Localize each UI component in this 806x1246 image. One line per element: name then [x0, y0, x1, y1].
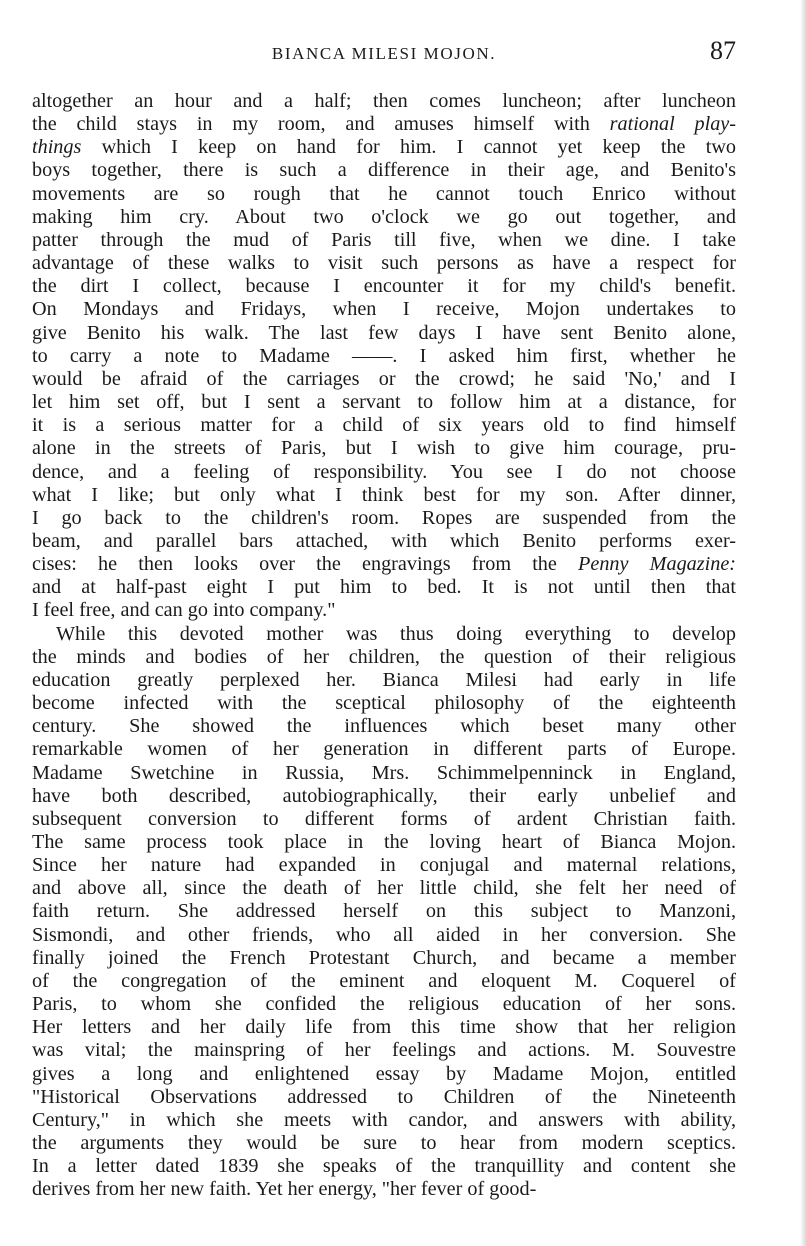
text-line: On Mondays and Fridays, when I receive, Mojon undertakes to [32, 298, 736, 321]
text-line: of the congregation of the eminent and eloquent M. Coquerel of [32, 969, 736, 992]
text-line: the dirt I collect, because I encounter it for my child's benefit. [32, 275, 736, 298]
page-edge-shadow [800, 0, 806, 1246]
text-line: things which I keep on hand for him. I cannot yet keep the two [32, 136, 736, 159]
text-line: While this devoted mother was thus doing everything to develop [56, 622, 736, 645]
text-line: what I like; but only what I think best for my son. After dinner, [32, 483, 736, 506]
text-line: movements are so rough that he cannot touch Enrico without [32, 182, 736, 205]
text-line: In a letter dated 1839 she speaks of the tranquillity and content she [32, 1155, 736, 1178]
text-line: making him cry. About two o'clock we go out together, and [32, 205, 736, 228]
text-line: the child stays in my room, and amuses himself with rational play- [32, 113, 736, 136]
text-line: the minds and bodies of her children, the question of their religious [32, 645, 736, 668]
text-line: Since her nature had expanded in conjugal and maternal relations, [32, 854, 736, 877]
text-line: century. She showed the influences which beset many other [32, 715, 736, 738]
text-line: to carry a note to Madame ——. I asked him first, whether he [32, 344, 736, 367]
text-line: Her letters and her daily life from this time show that her religion [32, 1016, 736, 1039]
page-number: 87 [710, 36, 736, 65]
text-line: the arguments they would be sure to hear from modern sceptics. [32, 1132, 736, 1155]
text-line: education greatly perplexed her. Bianca Milesi had early in life [32, 668, 736, 691]
text-line: boys together, there is such a difference in their age, and Benito's [32, 159, 736, 182]
text-line: I go back to the children's room. Ropes are suspended from the [32, 506, 736, 529]
text-line: patter through the mud of Paris till five, when we dine. I take [32, 228, 736, 251]
text-line: Paris, to whom she confided the religious education of her sons. [32, 993, 736, 1016]
text-line: would be afraid of the carriages or the crowd; he said 'No,' and I [32, 367, 736, 390]
text-line: give Benito his walk. The last few days I have sent Benito alone, [32, 321, 736, 344]
text-line: advantage of these walks to visit such persons as have a respect for [32, 252, 736, 275]
text-line: derives from her new faith. Yet her energy, "her fever of good- [32, 1178, 537, 1201]
text-line: have both described, autobiographically, their early unbelief and [32, 784, 736, 807]
text-line: was vital; the mainspring of her feelings and actions. M. Souvestre [32, 1039, 736, 1062]
text-line: Madame Swetchine in Russia, Mrs. Schimmelpenninck in England, [32, 761, 736, 784]
text-line: remarkable women of her generation in different parts of Europe. [32, 738, 736, 761]
text-line: Sismondi, and other friends, who all aided in her conversion. She [32, 923, 736, 946]
body-text [32, 90, 736, 1202]
running-head: BIANCA MILESI MOJON. [271, 44, 497, 63]
text-line: altogether an hour and a half; then comes luncheon; after luncheon [32, 90, 736, 112]
text-line: faith return. She addressed herself on this subject to Manzoni, [32, 900, 736, 923]
text-line: alone in the streets of Paris, but I wish to give him courage, pru- [32, 437, 736, 460]
text-line: Century," in which she meets with candor, and answers with ability, [32, 1108, 736, 1131]
text-line: let him set off, but I sent a servant to follow him at a distance, for [32, 391, 736, 414]
text-line: and above all, since the death of her little child, she felt her need of [32, 877, 736, 900]
text-line: become infected with the sceptical philosophy of the eighteenth [32, 692, 736, 715]
text-line: "Historical Observations addressed to Children of the Nineteenth [32, 1085, 736, 1108]
text-line: beam, and parallel bars attached, with which Benito performs exer- [32, 529, 736, 552]
text-line: I feel free, and can go into company." [32, 599, 336, 622]
text-line: subsequent conversion to different forms of ardent Christian faith. [32, 807, 736, 830]
paragraph-2 [32, 623, 736, 1202]
paragraph-1 [32, 90, 736, 623]
text-line: it is a serious matter for a child of six years old to find himself [32, 414, 736, 437]
text-line: gives a long and enlightened essay by Madame Mojon, entitled [32, 1062, 736, 1085]
text-line: The same process took place in the loving heart of Bianca Mojon. [32, 831, 736, 853]
text-line: cises: he then looks over the engravings from the Penny Magazine: [32, 553, 736, 576]
page-header [32, 34, 736, 74]
text-line: finally joined the French Protestant Church, and became a member [32, 946, 736, 969]
text-line: and at half-past eight I put him to bed. It is not until then that [32, 576, 736, 599]
book-page [32, 34, 736, 1202]
text-line: dence, and a feeling of responsibility. You see I do not choose [32, 460, 736, 483]
